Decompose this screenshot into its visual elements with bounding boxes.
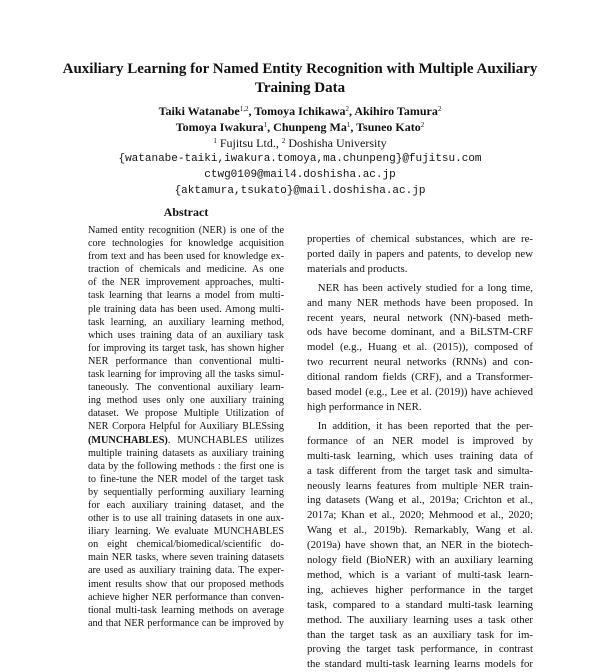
body-line: than the target task as an auxiliary task for im- <box>307 628 533 641</box>
abstract-line: NER performance than conventional multi- <box>88 355 284 367</box>
abstract-line: by sequentially performing auxiliary learning <box>88 486 284 498</box>
author-line-1: Taiki Watanabe$^{1,2}$, Tomoya Ichikawa$^2$, Akihiro Tamura$^2$ <box>158 104 442 118</box>
author-name: Tomoya Iwakura <box>175 120 264 134</box>
author-line-2: Tomoya Iwakura$^1$, Chunpeng Ma$^1$, Tsuneo Kato$^2$ <box>175 120 425 134</box>
author-name: Tsuneo Kato <box>356 120 421 134</box>
body-line: properties of chemical substances, which are re- <box>307 233 533 245</box>
author-affil-marker: 1,2 <box>239 105 249 113</box>
body-line: nology field (BioNER) with an auxiliary learning <box>307 554 533 567</box>
body-line: method, which is a variant of multi-task learn- <box>307 568 533 581</box>
author-affil-marker: 2 <box>437 105 442 113</box>
author-name: Chunpeng Ma <box>273 120 347 134</box>
abstract-line: main NER tasks, where seven training datasets <box>88 552 284 564</box>
abstract-line: are used as auxiliary training data. The exper- <box>88 565 284 577</box>
abstract-line: achieve higher NER performance than conven- <box>88 591 284 603</box>
abstract-line: traction of chemicals and medicine. As one <box>88 264 284 276</box>
author-affil-marker: 2 <box>345 105 349 113</box>
abstract-line: which uses training data of an auxiliary task <box>88 329 284 341</box>
abstract-line: other is to use all training datasets in one aux- <box>88 513 284 525</box>
paper-title <box>40 60 560 98</box>
abstract-line: iment results show that our proposed methods <box>88 578 284 590</box>
abstract-line: to fine-tune the NER model of the target task <box>88 473 284 485</box>
title-line-1: Auxiliary Learning for Named Entity Recognition with Multiple Auxiliary <box>62 61 538 77</box>
body-line: recent years, neural network (NN)-based meth- <box>307 311 533 324</box>
body-line: In addition, it has been reported that the per- <box>307 419 533 432</box>
abstract-line: core technologies for knowledge acquisition <box>88 238 284 250</box>
body-line: model (e.g., Huang et al. (2015)), composed of <box>307 341 533 354</box>
affiliations <box>40 135 560 151</box>
abstract-line: and that NER performance can be improved by <box>88 617 284 629</box>
body-line: formance of an NER model is improved by <box>307 434 533 447</box>
abstract-line: task learning for improving all the tasks simul- <box>88 369 284 381</box>
body-line: ditional random fields (CRF), and a Transformer- <box>307 371 533 384</box>
abstract-line: data by the following methods : the first one is <box>88 460 284 472</box>
abstract-line: Named entity recognition (NER) is one of the <box>88 225 284 236</box>
email-line-2: ctwg0109@mail4.doshisha.ac.jp <box>204 169 396 181</box>
author-name: Taiki Watanabe <box>158 104 240 118</box>
affiliation-fujitsu: Fujitsu Ltd., <box>219 136 279 150</box>
body-line: method. The auxiliary learning uses a task other <box>307 613 533 626</box>
body-line: ing datasets (Wang et al., 2019a; Crichton et al., <box>307 494 533 507</box>
body-line: task, compared to a standard multi-task learning <box>307 598 533 611</box>
abstract-line: ple training data has been used. Among multi- <box>88 303 284 315</box>
abstract-line: on eight chemical/biomedical/scientific do- <box>88 539 284 551</box>
email-line-1: {watanabe-taiki,iwakura.tomoya,ma.chunpeng}@fujitsu.com <box>118 153 482 165</box>
author-affil-marker: 2 <box>420 121 425 129</box>
body-line: the standard multi-task learning learns models for <box>307 658 533 671</box>
abstract-line: for improving its target task, has shown higher <box>88 342 284 354</box>
abstract-body <box>88 224 284 630</box>
abstract-line: task learning that learns a model from multi- <box>88 290 284 302</box>
body-line: proving the target task performance, in contrast <box>307 643 533 656</box>
body-line: based model (e.g., Lee et al. (2019)) have achieved <box>307 386 533 399</box>
author-block <box>40 103 560 199</box>
body-line: 2017a; Khan et al., 2020; Mehmood et al., 2020; <box>307 509 533 522</box>
body-line: and many NER methods have been proposed. In <box>307 296 533 309</box>
body-line: ods have become dominant, and a BiLSTM-CRF <box>307 326 533 339</box>
abstract-heading: Abstract <box>163 205 209 219</box>
email-line-3: {aktamura,tsukato}@mail.doshisha.ac.jp <box>174 185 426 197</box>
affil-marker: 1 <box>213 137 217 145</box>
abstract-line: iliary learning. We evaluate MUNCHABLES <box>88 526 284 538</box>
abstract-line: (MUNCHABLES). MUNCHABLES utilizes <box>88 434 284 446</box>
abstract-line: tional multi-task learning methods on average <box>88 604 284 616</box>
body-line: (2019a) have shown that, an NER in the biotech- <box>307 539 533 552</box>
body-line: high performance in NER. <box>307 400 422 413</box>
abstract-line: for each auxiliary training dataset, and the <box>88 499 284 511</box>
body-line: two recurrent neural networks (RNNs) and con- <box>307 356 533 369</box>
author-name: Akihiro Tamura <box>354 104 438 118</box>
body-line: neously learns features from multiple NER train- <box>307 479 533 492</box>
abstract-line: multiple training datasets as auxiliary training <box>88 447 284 459</box>
body-line: Wang et al., 2019b). Remarkably, Wang et al. <box>307 524 533 537</box>
abstract-line: NER Corpora Helpful for Auxiliary BLESsing <box>88 421 284 433</box>
author-affil-marker: 1 <box>263 121 268 129</box>
affil-marker: 2 <box>281 137 286 145</box>
title-line-2: Training Data <box>254 80 346 96</box>
abstract-line: taneously. The conventional auxiliary learn- <box>88 382 284 394</box>
body-line: NER has been actively studied for a long time, <box>307 281 533 294</box>
affiliation-doshisha: Doshisha University <box>288 136 387 150</box>
abstract-line: of the NER improvement approaches, multi- <box>88 277 284 289</box>
body-line: materials and products. <box>307 262 408 275</box>
author-name: Tomoya Ichikawa <box>254 104 346 118</box>
abstract-line: dataset. We propose Multiple Utilization of <box>88 408 284 420</box>
body-column <box>307 232 533 672</box>
body-line: ported daily in papers and patents, to develop new <box>307 247 533 260</box>
author-affil-marker: 1 <box>346 121 351 129</box>
body-line: a task different from the target task and simulta- <box>307 464 533 477</box>
body-line: multi-task learning, which uses training data of <box>307 449 533 462</box>
abstract-line: task learning, an auxiliary learning method, <box>88 316 284 328</box>
abstract-line: from text and has been used for knowledge ex- <box>88 251 284 263</box>
body-line: ing, achieves higher performance in the target <box>307 583 533 596</box>
abstract-line: ing method uses only one auxiliary training <box>88 395 284 407</box>
